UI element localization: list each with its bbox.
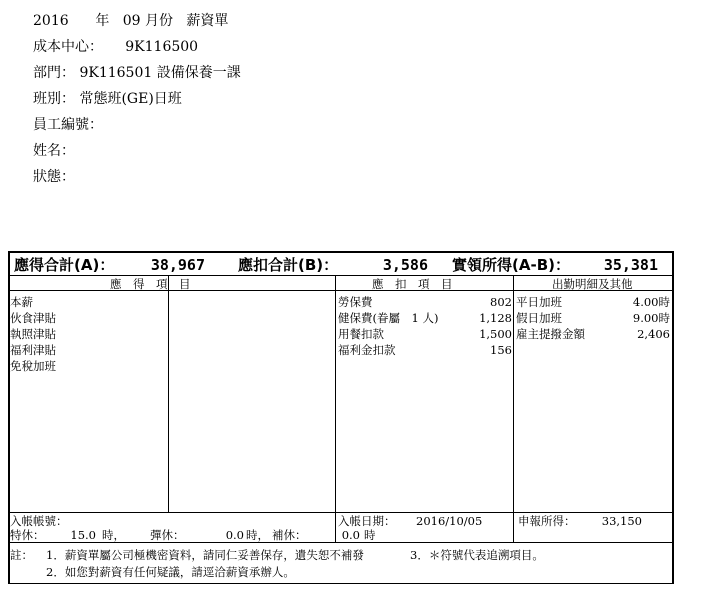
earnings-column-divider — [168, 275, 169, 512]
gross-total-label: 應得合計(A)： — [14, 256, 115, 274]
status-label: 狀態： — [33, 169, 75, 185]
table-top-border — [8, 251, 674, 253]
deduction-item-label: 福利金扣款 — [338, 343, 396, 357]
deduction-item-value: 156 — [490, 343, 512, 357]
period-line — [33, 12, 228, 30]
month-unit: 月份 — [144, 13, 173, 29]
deduction-item-value: 1,128 — [479, 311, 512, 325]
deduction-item-value: 802 — [490, 295, 512, 309]
attendance-item-label: 平日加班 — [516, 295, 562, 309]
attendance-item-value: 4.00時 — [632, 295, 670, 309]
cost-center-value: 9K116500 — [125, 39, 199, 55]
deduction-item-label: 用餐扣款 — [338, 327, 384, 341]
shift-line — [33, 90, 182, 108]
flex-leave-unit: 時， — [246, 528, 269, 542]
declared-income-label: 申報所得： — [518, 514, 576, 528]
attendance-item-value: 9.00時 — [632, 311, 670, 325]
earning-item: 伙食津貼 — [10, 311, 56, 325]
employee-number-label: 員工編號： — [33, 117, 103, 133]
cost-center-line — [33, 38, 198, 56]
department-line — [33, 64, 241, 82]
shift-label: 班別： — [33, 91, 75, 107]
special-leave-label: 特休： — [10, 528, 45, 542]
deduction-item-value: 1,500 — [479, 327, 512, 341]
deposit-date-label: 入帳日期： — [338, 514, 396, 528]
earnings-header: 應 得 項 目 — [110, 277, 191, 291]
comp-leave-unit: 時 — [364, 528, 376, 542]
department-label: 部門： — [33, 65, 75, 81]
month: 09 — [122, 13, 141, 29]
deposit-date-value: 2016/10/05 — [416, 514, 483, 528]
year-unit: 年 — [95, 13, 110, 29]
name-label: 姓名： — [33, 143, 75, 159]
notes-label: 註： — [10, 548, 33, 562]
attendance-item-label: 假日加班 — [516, 311, 562, 325]
flex-leave-value: 0.0 — [225, 528, 244, 542]
flex-leave-label: 彈休： — [150, 528, 185, 542]
earning-item: 福利津貼 — [10, 343, 56, 357]
cost-center-label: 成本中心： — [33, 39, 103, 55]
summary-divider — [8, 275, 674, 276]
attendance-item-label: 雇主提撥金額 — [516, 327, 585, 341]
comp-leave-value: 0.0 — [341, 528, 360, 542]
deduction-item-label: 健保費(眷屬 1 人) — [338, 311, 439, 325]
deduction-item-label: 勞保費 — [338, 295, 373, 309]
note-1: 1．薪資單屬公司極機密資料，請同仁妥善保存，遺失恕不補發 — [46, 548, 364, 562]
deduction-total-value: 3,586 — [382, 256, 428, 274]
earning-item: 免稅加班 — [10, 359, 56, 373]
special-leave-value: 15.0 — [70, 528, 96, 542]
attendance-column-divider — [513, 275, 514, 542]
attendance-header: 出勤明細及其他 — [552, 277, 633, 291]
note-3: 3．＊符號代表追溯項目。 — [410, 548, 544, 562]
earning-item: 本薪 — [10, 295, 33, 309]
department-value: 9K116501 設備保養一課 — [79, 65, 241, 81]
deductions-header: 應 扣 項 目 — [372, 277, 453, 291]
declared-income-value: 33,150 — [601, 514, 642, 528]
deductions-column-divider — [335, 275, 336, 542]
attendance-item-value: 2,406 — [637, 327, 670, 341]
comp-leave-label: 補休： — [272, 528, 307, 542]
table-right-border — [672, 251, 674, 583]
note-2: 2．如您對薪資有任何疑議，請逕洽薪資承辦人。 — [46, 565, 295, 579]
body-footer-divider — [8, 512, 674, 513]
table-bottom-border — [8, 583, 674, 584]
year: 2016 — [33, 13, 69, 29]
special-leave-unit: 時， — [102, 528, 125, 542]
shift-value: 常態班(GE)日班 — [79, 91, 182, 107]
net-pay-value: 35,381 — [603, 256, 658, 274]
document-title: 薪資單 — [186, 13, 229, 29]
deduction-total-label: 應扣合計(B)： — [238, 256, 339, 274]
earning-item: 執照津貼 — [10, 327, 56, 341]
account-number-label: 入帳帳號： — [10, 514, 68, 528]
gross-total-value: 38,967 — [150, 256, 205, 274]
net-pay-label: 實領所得(A-B)： — [452, 256, 570, 274]
